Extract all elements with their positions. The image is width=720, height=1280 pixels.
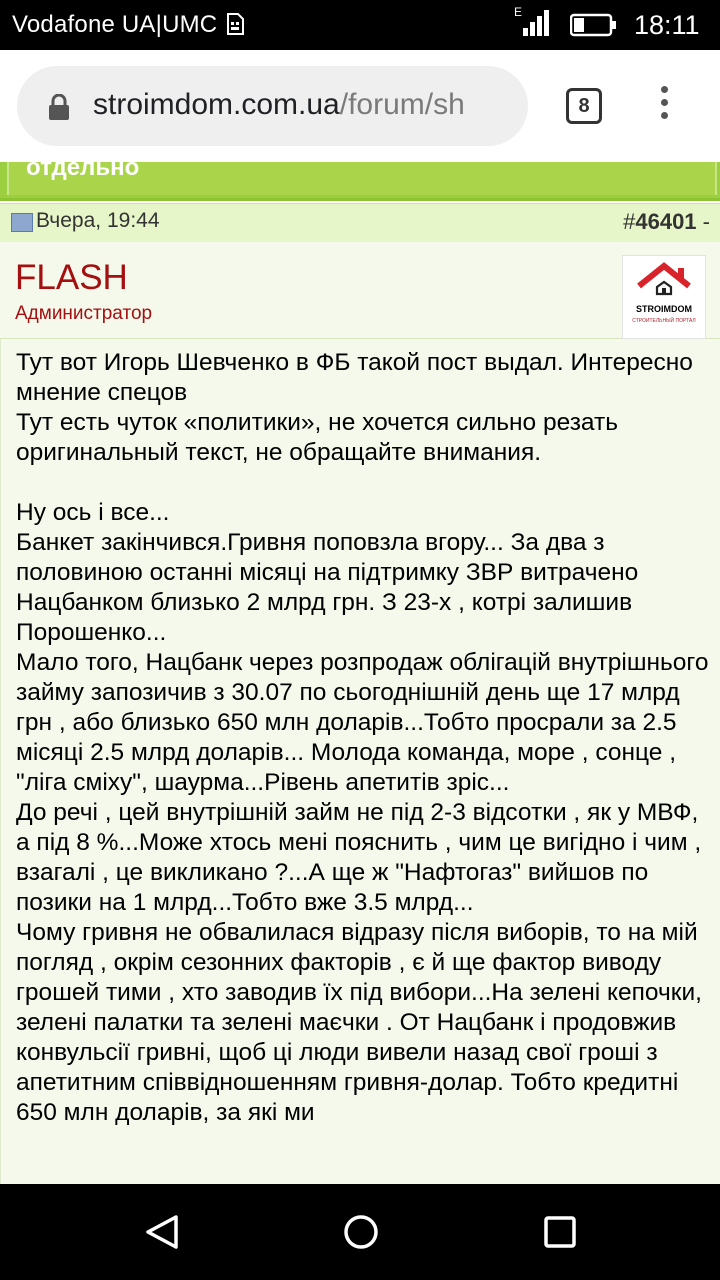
post-author-block	[0, 242, 720, 339]
previous-post-text: отдельно	[26, 162, 140, 181]
post-date: Вчера, 19:44	[36, 209, 160, 232]
lock-icon[interactable]	[48, 94, 70, 120]
author-role: Администратор	[15, 303, 153, 324]
forum-page	[0, 162, 720, 1184]
post-header	[0, 203, 720, 243]
url-host: stroimdom.com.ua	[93, 88, 340, 121]
back-icon[interactable]	[142, 1214, 182, 1250]
post-body	[0, 339, 720, 1184]
recent-apps-icon[interactable]	[543, 1215, 577, 1249]
avatar-logo-title: STROIMDOM	[636, 304, 692, 314]
overflow-menu-icon[interactable]	[654, 86, 674, 126]
address-bar[interactable]	[17, 66, 528, 146]
tab-switcher-button[interactable]: 8	[566, 88, 602, 124]
post-message	[16, 348, 714, 1128]
clock: 18:11	[634, 10, 700, 40]
post-number-link[interactable]	[623, 209, 710, 235]
battery-icon	[570, 13, 618, 37]
post-number-prefix: #	[623, 209, 636, 234]
network-type-label: E	[514, 5, 523, 19]
post-status-icon	[11, 213, 33, 232]
avatar[interactable]	[622, 255, 706, 339]
post-paragraph: Ну ось і все... Банкет закінчився.Гривня поповзла вгору... За два з половиною останні місяці на підтримку ЗВР витрачено Нацбанком близько 2 млрд грн. З 23-х , котрі залишив Порошенко... Мало того, Нацбанк через розпродаж облігацій внутрішнього займу запозичив з 30.07 по сьогоднішній день ще 17 млрд грн , або близько 650 млн доларів...Тобто просрали за 2.5 місяці 2.5 млрд доларів... Молода команда, море , сонце , "ліга сміху", шаурма...Рівень апетитів зріс... До речі , цей внутрішній займ не під 2-3 відсотки , як у МВФ, а під 8 %...Може хтось мені пояснить , чим це вигідно і чим , взагалі , це викликано ?...А ще ж "Нафтогаз" вийшов по позики на 1 млрд...Тобто вже 3.5 млрд... Чому гривня не обвалилася відразу після виборів, то на мій погляд , окрім сезонних факторів , є й ще фактор виводу грошей тими , хто заводив їх під вибори...На зелені кепочки, зелені палатки та зелені маєчки . От Нацбанк і продовжив конвульсії гривні, щоб ці люди вивели назад свої гроші з апетитним співвідношенням гривня-долар. Тобто кредитні 650 млн доларів, за які ми	[16, 499, 709, 1126]
avatar-logo-subtitle: СТРОИТЕЛЬНЫЙ ПОРТАЛ	[632, 318, 696, 324]
house-logo-icon	[635, 262, 693, 304]
home-icon[interactable]	[343, 1214, 379, 1250]
carrier-name: Vodafone UA|UMC	[12, 11, 218, 38]
post-paragraph: Тут вот Игорь Шевченко в ФБ такой пост выдал. Интересно мнение спецов Тут есть чуток «политики», не хочется сильно резать оригинальный текст, не обращайте внимания.	[16, 349, 693, 466]
browser-toolbar	[0, 50, 720, 163]
status-bar	[0, 0, 720, 50]
post-paragraph	[16, 468, 714, 498]
signal-icon	[511, 10, 551, 36]
url-path: /forum/sh	[339, 88, 465, 121]
sim-settings-icon	[226, 13, 244, 35]
system-nav-bar	[0, 1184, 720, 1280]
post-number-suffix: -	[696, 209, 710, 234]
previous-post-footer	[0, 162, 720, 201]
url-text[interactable]	[93, 88, 513, 122]
author-name[interactable]: FLASH	[15, 258, 128, 297]
post-number: 46401	[635, 209, 697, 234]
